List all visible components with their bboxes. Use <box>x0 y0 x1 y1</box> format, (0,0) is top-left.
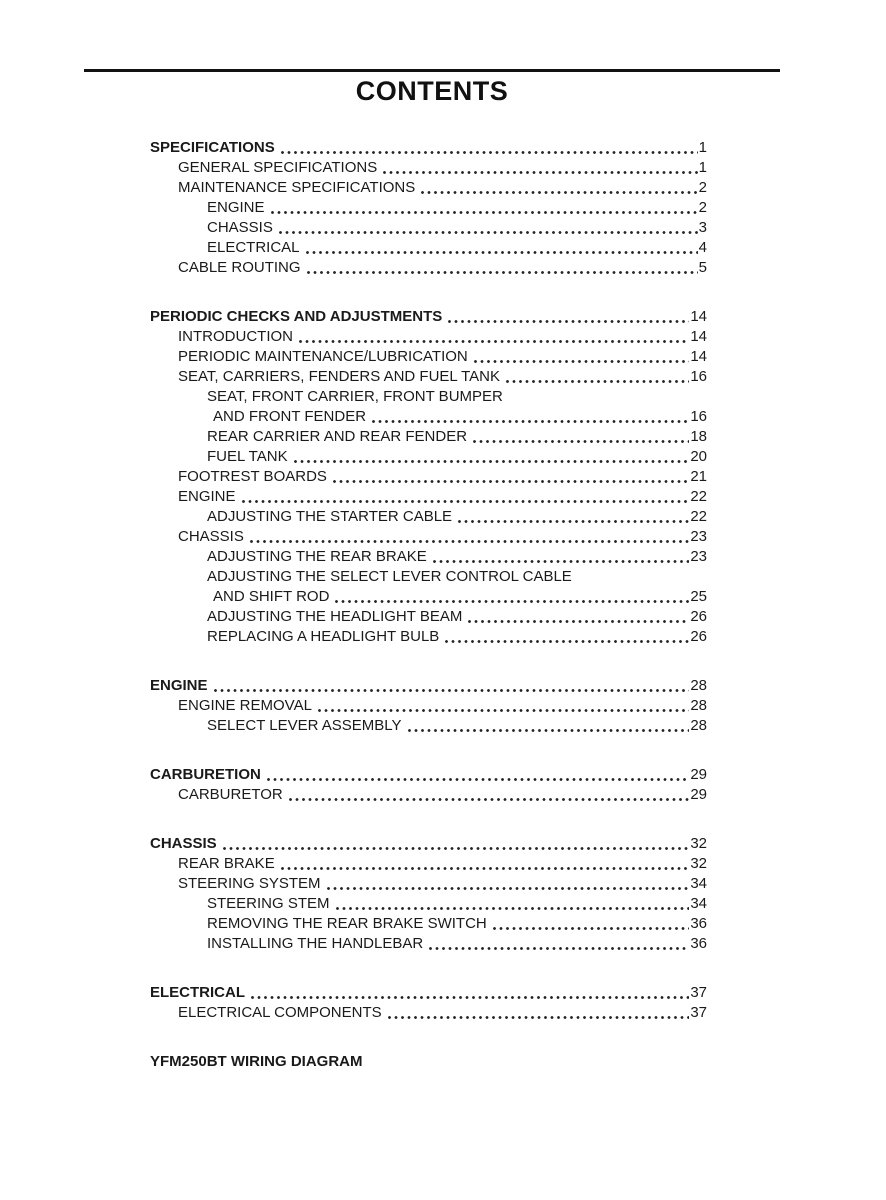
toc-entry-label: ENGINE <box>178 488 236 505</box>
toc-entry-page: 34 <box>690 875 707 892</box>
toc-entry <box>150 607 707 627</box>
toc-entry-page: 20 <box>690 448 707 465</box>
toc-entry-page: 16 <box>690 368 707 385</box>
dotted-leader <box>421 191 697 194</box>
dotted-leader <box>388 1016 690 1019</box>
toc-entry <box>150 347 707 367</box>
dotted-leader <box>267 778 689 781</box>
toc-entry <box>150 716 707 736</box>
toc-entry-page: 18 <box>690 428 707 445</box>
toc-entry-label: REPLACING A HEADLIGHT BULB <box>207 628 440 645</box>
toc-section-wiring-diagram <box>150 1052 707 1072</box>
dotted-leader <box>289 798 690 801</box>
toc-entry-page: 34 <box>690 895 707 912</box>
dotted-leader <box>433 560 690 563</box>
wiring-diagram-label-row <box>150 1052 707 1072</box>
dotted-leader <box>408 729 690 732</box>
toc-entry <box>150 198 707 218</box>
toc-entry-page: 28 <box>690 677 707 694</box>
dotted-leader <box>306 251 698 254</box>
toc-entry-page: 1 <box>698 139 707 156</box>
page-title: CONTENTS <box>355 76 509 106</box>
toc-entry <box>150 158 707 178</box>
dotted-leader <box>299 340 689 343</box>
toc-entry-page: 22 <box>690 488 707 505</box>
toc-entry-label: INSTALLING THE HANDLEBAR <box>207 935 424 952</box>
toc-section-specifications <box>150 138 707 278</box>
toc-entry-label: ELECTRICAL <box>207 239 300 256</box>
toc-entry-page: 32 <box>690 835 707 852</box>
toc-entry-label: ENGINE REMOVAL <box>178 697 312 714</box>
toc-entry <box>150 307 707 327</box>
dotted-leader <box>281 867 690 870</box>
toc-entry-page: 5 <box>698 259 707 276</box>
toc-entry-page: 21 <box>690 468 707 485</box>
toc-entry <box>150 367 707 387</box>
toc-entry-page: 37 <box>690 1004 707 1021</box>
toc-entry-page: 28 <box>690 717 707 734</box>
toc-entry <box>150 894 707 914</box>
toc-entry <box>150 874 707 894</box>
toc-entry <box>150 387 707 407</box>
toc-entry-page: 28 <box>690 697 707 714</box>
toc-entry-page: 32 <box>690 855 707 872</box>
toc-entry-label: REMOVING THE REAR BRAKE SWITCH <box>207 915 487 932</box>
toc-entry-page: 26 <box>690 608 707 625</box>
toc-entry-label: PERIODIC CHECKS AND ADJUSTMENTS <box>150 308 443 325</box>
toc-entry-label: FOOTREST BOARDS <box>178 468 327 485</box>
toc-entry-label: PERIODIC MAINTENANCE/LUBRICATION <box>178 348 468 365</box>
toc-entry <box>150 547 707 567</box>
toc-entry <box>150 258 707 278</box>
toc-section-engine <box>150 676 707 736</box>
toc-entry-page: 14 <box>690 308 707 325</box>
dotted-leader <box>448 320 689 323</box>
dotted-leader <box>318 709 689 712</box>
toc-entry-label: ADJUSTING THE REAR BRAKE <box>207 548 427 565</box>
toc-entry-label: GENERAL SPECIFICATIONS <box>178 159 378 176</box>
toc-entry <box>150 676 707 696</box>
toc-entry-label: SELECT LEVER ASSEMBLY <box>207 717 402 734</box>
toc-entry-label: CABLE ROUTING <box>178 259 301 276</box>
dotted-leader <box>214 689 690 692</box>
toc-entry-page: 1 <box>698 159 707 176</box>
toc-entry-label: FUEL TANK <box>207 448 288 465</box>
dotted-leader <box>281 151 698 154</box>
dotted-leader <box>335 600 689 603</box>
toc-section-carburetion <box>150 765 707 805</box>
toc-entry-label: CARBURETION <box>150 766 261 783</box>
toc-entry-label: REAR BRAKE <box>178 855 275 872</box>
toc-entry <box>150 238 707 258</box>
toc-entry-page: 23 <box>690 548 707 565</box>
dotted-leader <box>333 480 689 483</box>
toc-entry-page: 29 <box>690 766 707 783</box>
dotted-leader <box>223 847 690 850</box>
table-of-contents <box>150 138 707 1072</box>
dotted-leader <box>327 887 690 890</box>
toc-section-chassis <box>150 834 707 954</box>
toc-entry-label: ADJUSTING THE STARTER CABLE <box>207 508 453 525</box>
dotted-leader <box>445 640 689 643</box>
toc-entry-page: 23 <box>690 528 707 545</box>
toc-entry-label: ENGINE <box>150 677 208 694</box>
toc-entry <box>150 914 707 934</box>
toc-entry-label: INTRODUCTION <box>178 328 293 345</box>
dotted-leader <box>468 620 689 623</box>
dotted-leader <box>383 171 697 174</box>
toc-entry-label: STEERING STEM <box>207 895 330 912</box>
toc-entry-label: ELECTRICAL <box>150 984 245 1001</box>
toc-entry <box>150 407 707 427</box>
dotted-leader <box>294 460 690 463</box>
toc-entry-page: 14 <box>690 348 707 365</box>
toc-entry <box>150 627 707 647</box>
toc-entry-page: 2 <box>698 199 707 216</box>
toc-entry <box>150 507 707 527</box>
toc-entry-page: 22 <box>690 508 707 525</box>
toc-entry-page: 25 <box>690 588 707 605</box>
toc-entry <box>150 696 707 716</box>
toc-entry-label: SEAT, FRONT CARRIER, FRONT BUMPER <box>207 388 503 405</box>
dotted-leader <box>372 420 689 423</box>
toc-entry-label: ADJUSTING THE HEADLIGHT BEAM <box>207 608 463 625</box>
toc-entry-label: CHASSIS <box>150 835 217 852</box>
toc-entry <box>150 854 707 874</box>
toc-entry-page: 14 <box>690 328 707 345</box>
toc-entry-label: SEAT, CARRIERS, FENDERS AND FUEL TANK <box>178 368 501 385</box>
dotted-leader <box>242 500 690 503</box>
toc-entry <box>150 447 707 467</box>
top-rule-divider <box>84 69 780 72</box>
toc-entry-page: 36 <box>690 935 707 952</box>
toc-entry-label: AND SHIFT ROD <box>213 588 330 605</box>
dotted-leader <box>250 540 689 543</box>
dotted-leader <box>458 520 689 523</box>
toc-entry-label: STEERING SYSTEM <box>178 875 321 892</box>
toc-entry <box>150 934 707 954</box>
dotted-leader <box>429 947 689 950</box>
dotted-leader <box>473 440 689 443</box>
toc-entry-label: CHASSIS <box>178 528 244 545</box>
toc-entry-page: 29 <box>690 786 707 803</box>
toc-entry-page: 36 <box>690 915 707 932</box>
toc-section-periodic-checks <box>150 307 707 647</box>
toc-entry <box>150 178 707 198</box>
toc-entry <box>150 138 707 158</box>
toc-entry <box>150 834 707 854</box>
dotted-leader <box>493 927 690 930</box>
dotted-leader <box>506 380 689 383</box>
toc-entry-label: MAINTENANCE SPECIFICATIONS <box>178 179 416 196</box>
dotted-leader <box>336 907 690 910</box>
toc-entry <box>150 467 707 487</box>
toc-entry <box>150 327 707 347</box>
toc-entry <box>150 765 707 785</box>
dotted-leader <box>251 996 689 999</box>
dotted-leader <box>271 211 698 214</box>
toc-entry-label: CHASSIS <box>207 219 273 236</box>
toc-entry <box>150 487 707 507</box>
toc-entry-label: SPECIFICATIONS <box>150 139 275 156</box>
toc-entry-page: 2 <box>698 179 707 196</box>
toc-entry <box>150 587 707 607</box>
toc-entry-page: 4 <box>698 239 707 256</box>
dotted-leader <box>307 271 698 274</box>
toc-entry-label: AND FRONT FENDER <box>213 408 367 425</box>
toc-entry-label: ENGINE <box>207 199 265 216</box>
toc-entry-page: 26 <box>690 628 707 645</box>
toc-entry <box>150 1003 707 1023</box>
dotted-leader <box>279 231 698 234</box>
toc-entry <box>150 218 707 238</box>
toc-entry <box>150 427 707 447</box>
toc-entry <box>150 983 707 1003</box>
toc-entry-label: CARBURETOR <box>178 786 283 803</box>
toc-entry-label: ELECTRICAL COMPONENTS <box>178 1004 382 1021</box>
toc-entry-page: 3 <box>698 219 707 236</box>
dotted-leader <box>474 360 690 363</box>
toc-entry-label: REAR CARRIER AND REAR FENDER <box>207 428 468 445</box>
toc-entry <box>150 567 707 587</box>
toc-entry-page: 16 <box>690 408 707 425</box>
toc-entry-page: 37 <box>690 984 707 1001</box>
toc-entry <box>150 785 707 805</box>
wiring-diagram-label: YFM250BT WIRING DIAGRAM <box>150 1053 363 1070</box>
toc-section-electrical <box>150 983 707 1023</box>
toc-entry <box>150 527 707 547</box>
toc-entry-label: ADJUSTING THE SELECT LEVER CONTROL CABLE <box>207 568 572 585</box>
